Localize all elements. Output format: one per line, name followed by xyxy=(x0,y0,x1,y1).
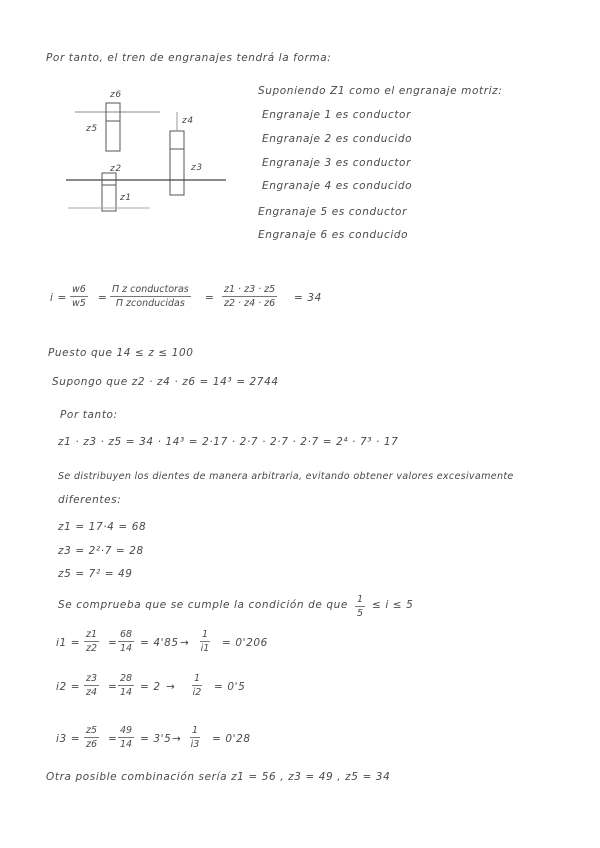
frac-num: 1 xyxy=(357,594,364,605)
label-z3: z3 xyxy=(191,163,203,173)
final-line: Otra posible combinación sería z1 = 56 , z3 = 49 , z5 = 34 xyxy=(46,771,391,783)
frac-num: 1 xyxy=(194,673,201,684)
puesto-line: Puesto que 14 ≤ z ≤ 100 xyxy=(48,347,194,359)
ratio-frac-omega xyxy=(70,284,88,309)
frac-den: i2 xyxy=(192,687,202,698)
gear-list-item-2: Engranaje 2 es conducido xyxy=(262,133,413,145)
z5-value: z5 = 7² = 49 xyxy=(58,568,133,580)
frac-den: z6 xyxy=(86,739,98,750)
label-z5: z5 xyxy=(86,124,98,134)
frac-num: z1 xyxy=(86,629,98,640)
frac-num: 1 xyxy=(202,629,209,640)
z3-value: z3 = 2²·7 = 28 xyxy=(58,545,144,557)
supongo-line: Supongo que z2 · z4 · z6 = 14³ = 2744 xyxy=(52,376,279,388)
z1-value: z1 = 17·4 = 68 xyxy=(58,521,147,533)
label-z6: z6 xyxy=(110,90,122,100)
gear-z5 xyxy=(106,121,120,151)
frac-num: w6 xyxy=(72,284,86,295)
frac-den: z4 xyxy=(86,687,98,698)
ratio-value: = 4'85 xyxy=(140,637,179,649)
frac-num: 1 xyxy=(192,725,199,736)
inverse-value: = 0'28 xyxy=(212,733,251,745)
frac-den: z2 xyxy=(86,643,98,654)
frac-num: z1 · z3 · z5 xyxy=(224,284,276,295)
inverse-frac xyxy=(192,673,202,698)
inverse-value: = 0'5 xyxy=(214,681,246,693)
frac-den: 14 xyxy=(120,643,133,654)
check-line: Se comprueba que se cumple la condición de que xyxy=(58,599,348,611)
ratio-frac-z xyxy=(84,673,99,698)
ratio-value: = 2 xyxy=(140,681,161,693)
product-line: z1 · z3 · z5 = 34 · 14³ = 2·17 · 2·7 · 2·7 · 2·7 = 2⁴ · 7³ · 17 xyxy=(58,436,399,448)
gear-list-item-6: Engranaje 6 es conducido xyxy=(258,229,409,241)
gear-list-item-3: Engranaje 3 es conductor xyxy=(262,157,411,169)
frac-den: z2 · z4 · z6 xyxy=(224,298,276,309)
frac-num: 68 xyxy=(120,629,133,640)
frac-den: w5 xyxy=(72,298,86,309)
inverse-frac xyxy=(200,629,210,654)
ratio-eq2: = xyxy=(205,292,215,304)
distribution-line-2: diferentes: xyxy=(58,494,122,506)
distribution-line-1: Se distribuyen los dientes de manera arbitraria, evitando obtener valores excesivamente xyxy=(58,471,514,482)
frac-den: i3 xyxy=(190,739,200,750)
inverse-frac xyxy=(190,725,200,750)
label-z2: z2 xyxy=(110,164,122,174)
arrow-icon: → xyxy=(166,681,176,693)
ratio-lhs: i1 = xyxy=(56,637,81,649)
gear-z1 xyxy=(102,185,116,211)
frac-num: Π z conductoras xyxy=(112,284,189,295)
ratio-frac-z xyxy=(84,725,99,750)
intro-text: Por tanto, el tren de engranajes tendrá la forma: xyxy=(46,52,332,64)
portanto-line: Por tanto: xyxy=(60,409,118,421)
frac-num: 49 xyxy=(120,725,133,736)
gear-list-item-5: Engranaje 5 es conductor xyxy=(258,206,407,218)
gear-list-item-1: Engranaje 1 es conductor xyxy=(262,109,411,121)
frac-num: 28 xyxy=(120,673,133,684)
ratio-value: = 3'5 xyxy=(140,733,172,745)
ratio-frac-num xyxy=(118,725,134,750)
check-fraction xyxy=(355,594,365,619)
ratio-rhs: = 34 xyxy=(294,292,322,304)
ratio-mid: = xyxy=(108,681,118,693)
ratio-mid: = xyxy=(108,637,118,649)
frac-den: 14 xyxy=(120,739,133,750)
check-tail: ≤ i ≤ 5 xyxy=(372,599,414,611)
gear-list-heading: Suponiendo Z1 como el engranaje motriz: xyxy=(258,85,503,97)
frac-den: 14 xyxy=(120,687,133,698)
ratio-frac-z xyxy=(84,629,99,654)
gear-list-item-4: Engranaje 4 es conducido xyxy=(262,180,413,192)
gear-z3 xyxy=(170,149,184,195)
arrow-icon: → xyxy=(172,733,182,745)
gear-z2 xyxy=(102,173,116,185)
ratio-lhs: i3 = xyxy=(56,733,81,745)
ratio-mid: = xyxy=(108,733,118,745)
ratio-frac-num xyxy=(118,629,134,654)
frac-num: z3 xyxy=(86,673,98,684)
label-z1: z1 xyxy=(120,193,132,203)
gear-z4 xyxy=(170,131,184,149)
frac-den: i1 xyxy=(200,643,210,654)
frac-den: Π zconducidas xyxy=(115,298,185,309)
ratio-lhs: i2 = xyxy=(56,681,81,693)
frac-num: z5 xyxy=(86,725,98,736)
inverse-value: = 0'206 xyxy=(222,637,268,649)
frac-den: 5 xyxy=(357,608,364,619)
ratio-frac-pi xyxy=(110,284,191,309)
label-z4: z4 xyxy=(182,116,194,126)
arrow-icon: → xyxy=(180,637,190,649)
ratio-frac-num xyxy=(118,673,134,698)
ratio-lhs: i = xyxy=(50,292,67,304)
ratio-eq1: = xyxy=(98,292,108,304)
ratio-frac-z xyxy=(222,284,277,309)
